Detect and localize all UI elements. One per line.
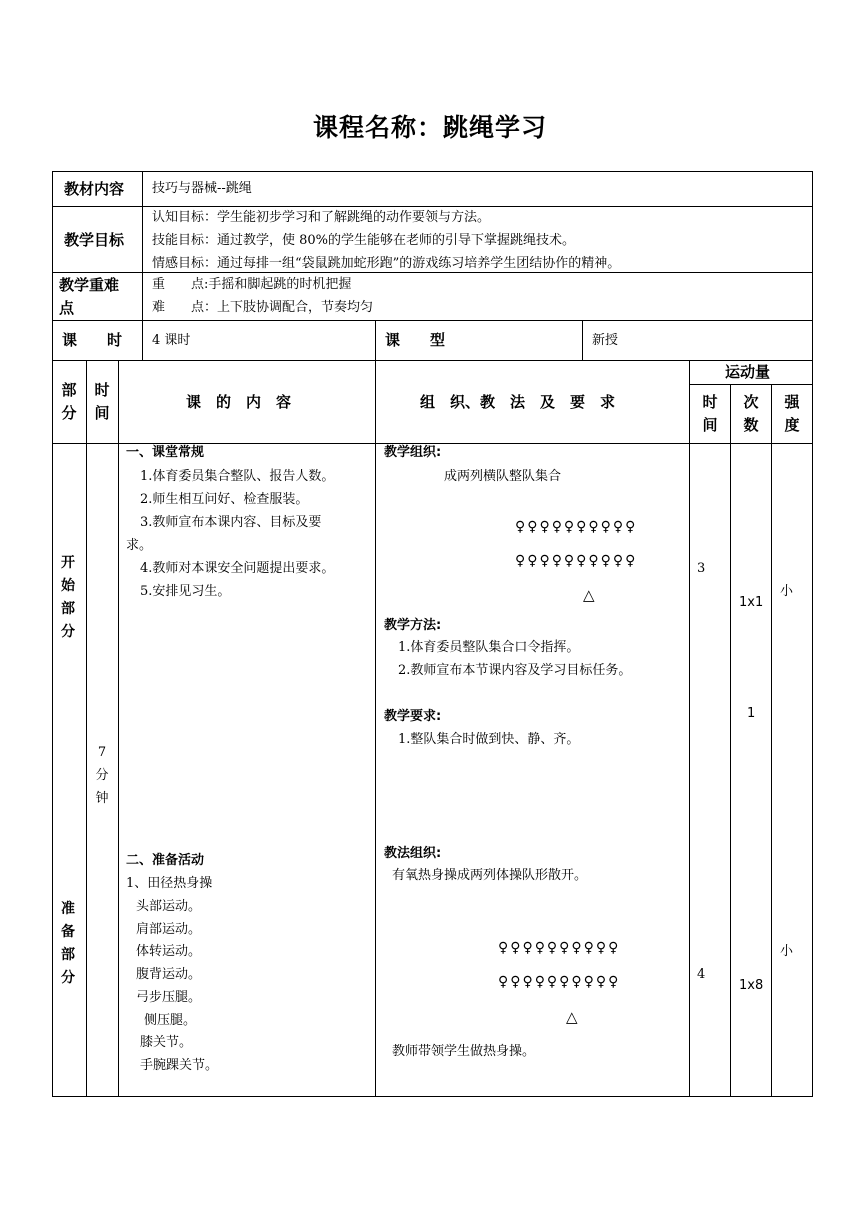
- section2-heading: 二、准备活动: [126, 853, 205, 868]
- load2-count: 1x8: [739, 978, 764, 993]
- column-divider: [582, 320, 583, 360]
- row-divider: [689, 384, 813, 385]
- requirement-label: 教学要求:: [384, 709, 442, 724]
- type-label: 课 型: [385, 331, 446, 349]
- org2-footer: 教师带领学生做热身操。: [392, 1044, 536, 1059]
- row-divider: [52, 360, 813, 361]
- column-divider: [142, 171, 143, 320]
- goal-cognitive: 认知目标：学生能初步学习和了解跳绳的动作要领与方法。: [152, 210, 491, 225]
- prep-part-label: 准备部分: [61, 901, 75, 986]
- section2-item: 弓步压腿。: [136, 990, 202, 1005]
- section2-item: 头部运动。: [136, 899, 202, 914]
- start-part-label: 开始部分: [61, 555, 75, 640]
- section2-item: 1、田径热身操: [126, 876, 213, 891]
- section1-item: 求。: [126, 538, 153, 553]
- column-divider: [771, 384, 772, 1097]
- section1-heading: 一、课堂常规: [126, 445, 205, 460]
- requirement-item: 1.整队集合时做到快、静、齐。: [398, 732, 580, 747]
- col-time: 时间: [94, 381, 110, 422]
- load2-time: 4: [697, 967, 706, 982]
- load2-intensity: 小: [780, 944, 794, 959]
- col-load: 运动量: [725, 363, 771, 381]
- org1-text: 成两列横队整队集合: [444, 469, 562, 484]
- student-row-1: ♀♀♀♀♀♀♀♀♀♀: [515, 519, 638, 535]
- duration-number: 7: [97, 745, 107, 760]
- key-points-label-cont: 点: [59, 299, 75, 317]
- student-row-4: ♀♀♀♀♀♀♀♀♀♀: [498, 974, 621, 990]
- key-points-label: 教学重难: [59, 276, 120, 294]
- org2-label: 教法组织:: [384, 846, 442, 861]
- page-title: 课程名称：跳绳学习: [312, 113, 547, 142]
- column-divider: [375, 320, 376, 1097]
- column-divider: [86, 360, 87, 1097]
- section1-item: 4.教师对本课安全问题提出要求。: [140, 561, 335, 576]
- difficult-point: 难 点：上下肢协调配合，节奏均匀: [152, 300, 374, 315]
- column-divider: [730, 384, 731, 1097]
- duration-unit: 分钟: [95, 768, 109, 806]
- method-item: 1.体育委员整队集合口令指挥。: [398, 640, 580, 655]
- row-divider: [52, 320, 813, 321]
- material-value: 技巧与器械--跳绳: [152, 181, 252, 196]
- section2-item: 腹背运动。: [136, 967, 202, 982]
- row-divider: [52, 443, 813, 444]
- section2-item: 体转运动。: [136, 944, 202, 959]
- hours-value: 4 课时: [152, 333, 191, 348]
- load1-intensity: 小: [780, 584, 794, 599]
- column-divider: [118, 360, 119, 1097]
- col-org: 组 织、教 法 及 要 求: [420, 393, 616, 411]
- col-content: 课 的 内 容: [186, 393, 292, 411]
- student-row-3: ♀♀♀♀♀♀♀♀♀♀: [498, 940, 621, 956]
- goal-emotion: 情感目标：通过每排一组“袋鼠跳加蛇形跑”的游戏练习培养学生团结协作的精神。: [152, 256, 621, 271]
- col-load-intensity: 强度: [784, 393, 800, 434]
- teacher-marker: △: [583, 586, 595, 604]
- material-label: 教材内容: [64, 180, 125, 198]
- method-label: 教学方法:: [384, 618, 442, 633]
- org1-label: 教学组织:: [384, 445, 442, 460]
- load1-count-a: 1x1: [739, 595, 764, 610]
- section1-item: 1.体育委员集合整队、报告人数。: [140, 469, 335, 484]
- teacher-marker: △: [566, 1008, 578, 1026]
- section1-item: 2.师生相互问好、检查服装。: [140, 492, 309, 507]
- org2-text: 有氧热身操成两列体操队形散开。: [392, 868, 588, 883]
- column-divider: [142, 320, 143, 360]
- col-load-count: 次数: [743, 393, 759, 434]
- load1-count-b: 1: [747, 706, 756, 721]
- method-item: 2.教师宣布本节课内容及学习目标任务。: [398, 663, 632, 678]
- section1-item: 3.教师宣布本课内容、目标及要: [140, 515, 322, 530]
- hours-label: 课 时: [62, 331, 123, 349]
- goal-skill: 技能目标：通过教学，使 80%的学生能够在老师的引导下掌握跳绳技术。: [152, 233, 576, 248]
- goals-label: 教学目标: [64, 231, 125, 249]
- section2-item: 手腕踝关节。: [140, 1058, 219, 1073]
- section2-item: 侧压腿。: [144, 1013, 197, 1028]
- row-divider: [52, 206, 813, 207]
- section1-item: 5.安排见习生。: [140, 584, 231, 599]
- student-row-2: ♀♀♀♀♀♀♀♀♀♀: [515, 553, 638, 569]
- row-divider: [52, 272, 813, 273]
- col-load-time: 时间: [702, 393, 718, 434]
- column-divider: [689, 360, 690, 1097]
- type-value: 新授: [592, 333, 619, 348]
- section2-item: 膝关节。: [140, 1035, 193, 1050]
- load1-time: 3: [697, 561, 706, 576]
- key-point: 重 点:手摇和脚起跳的时机把握: [152, 277, 352, 292]
- section2-item: 肩部运动。: [136, 922, 202, 937]
- col-part: 部分: [61, 381, 77, 422]
